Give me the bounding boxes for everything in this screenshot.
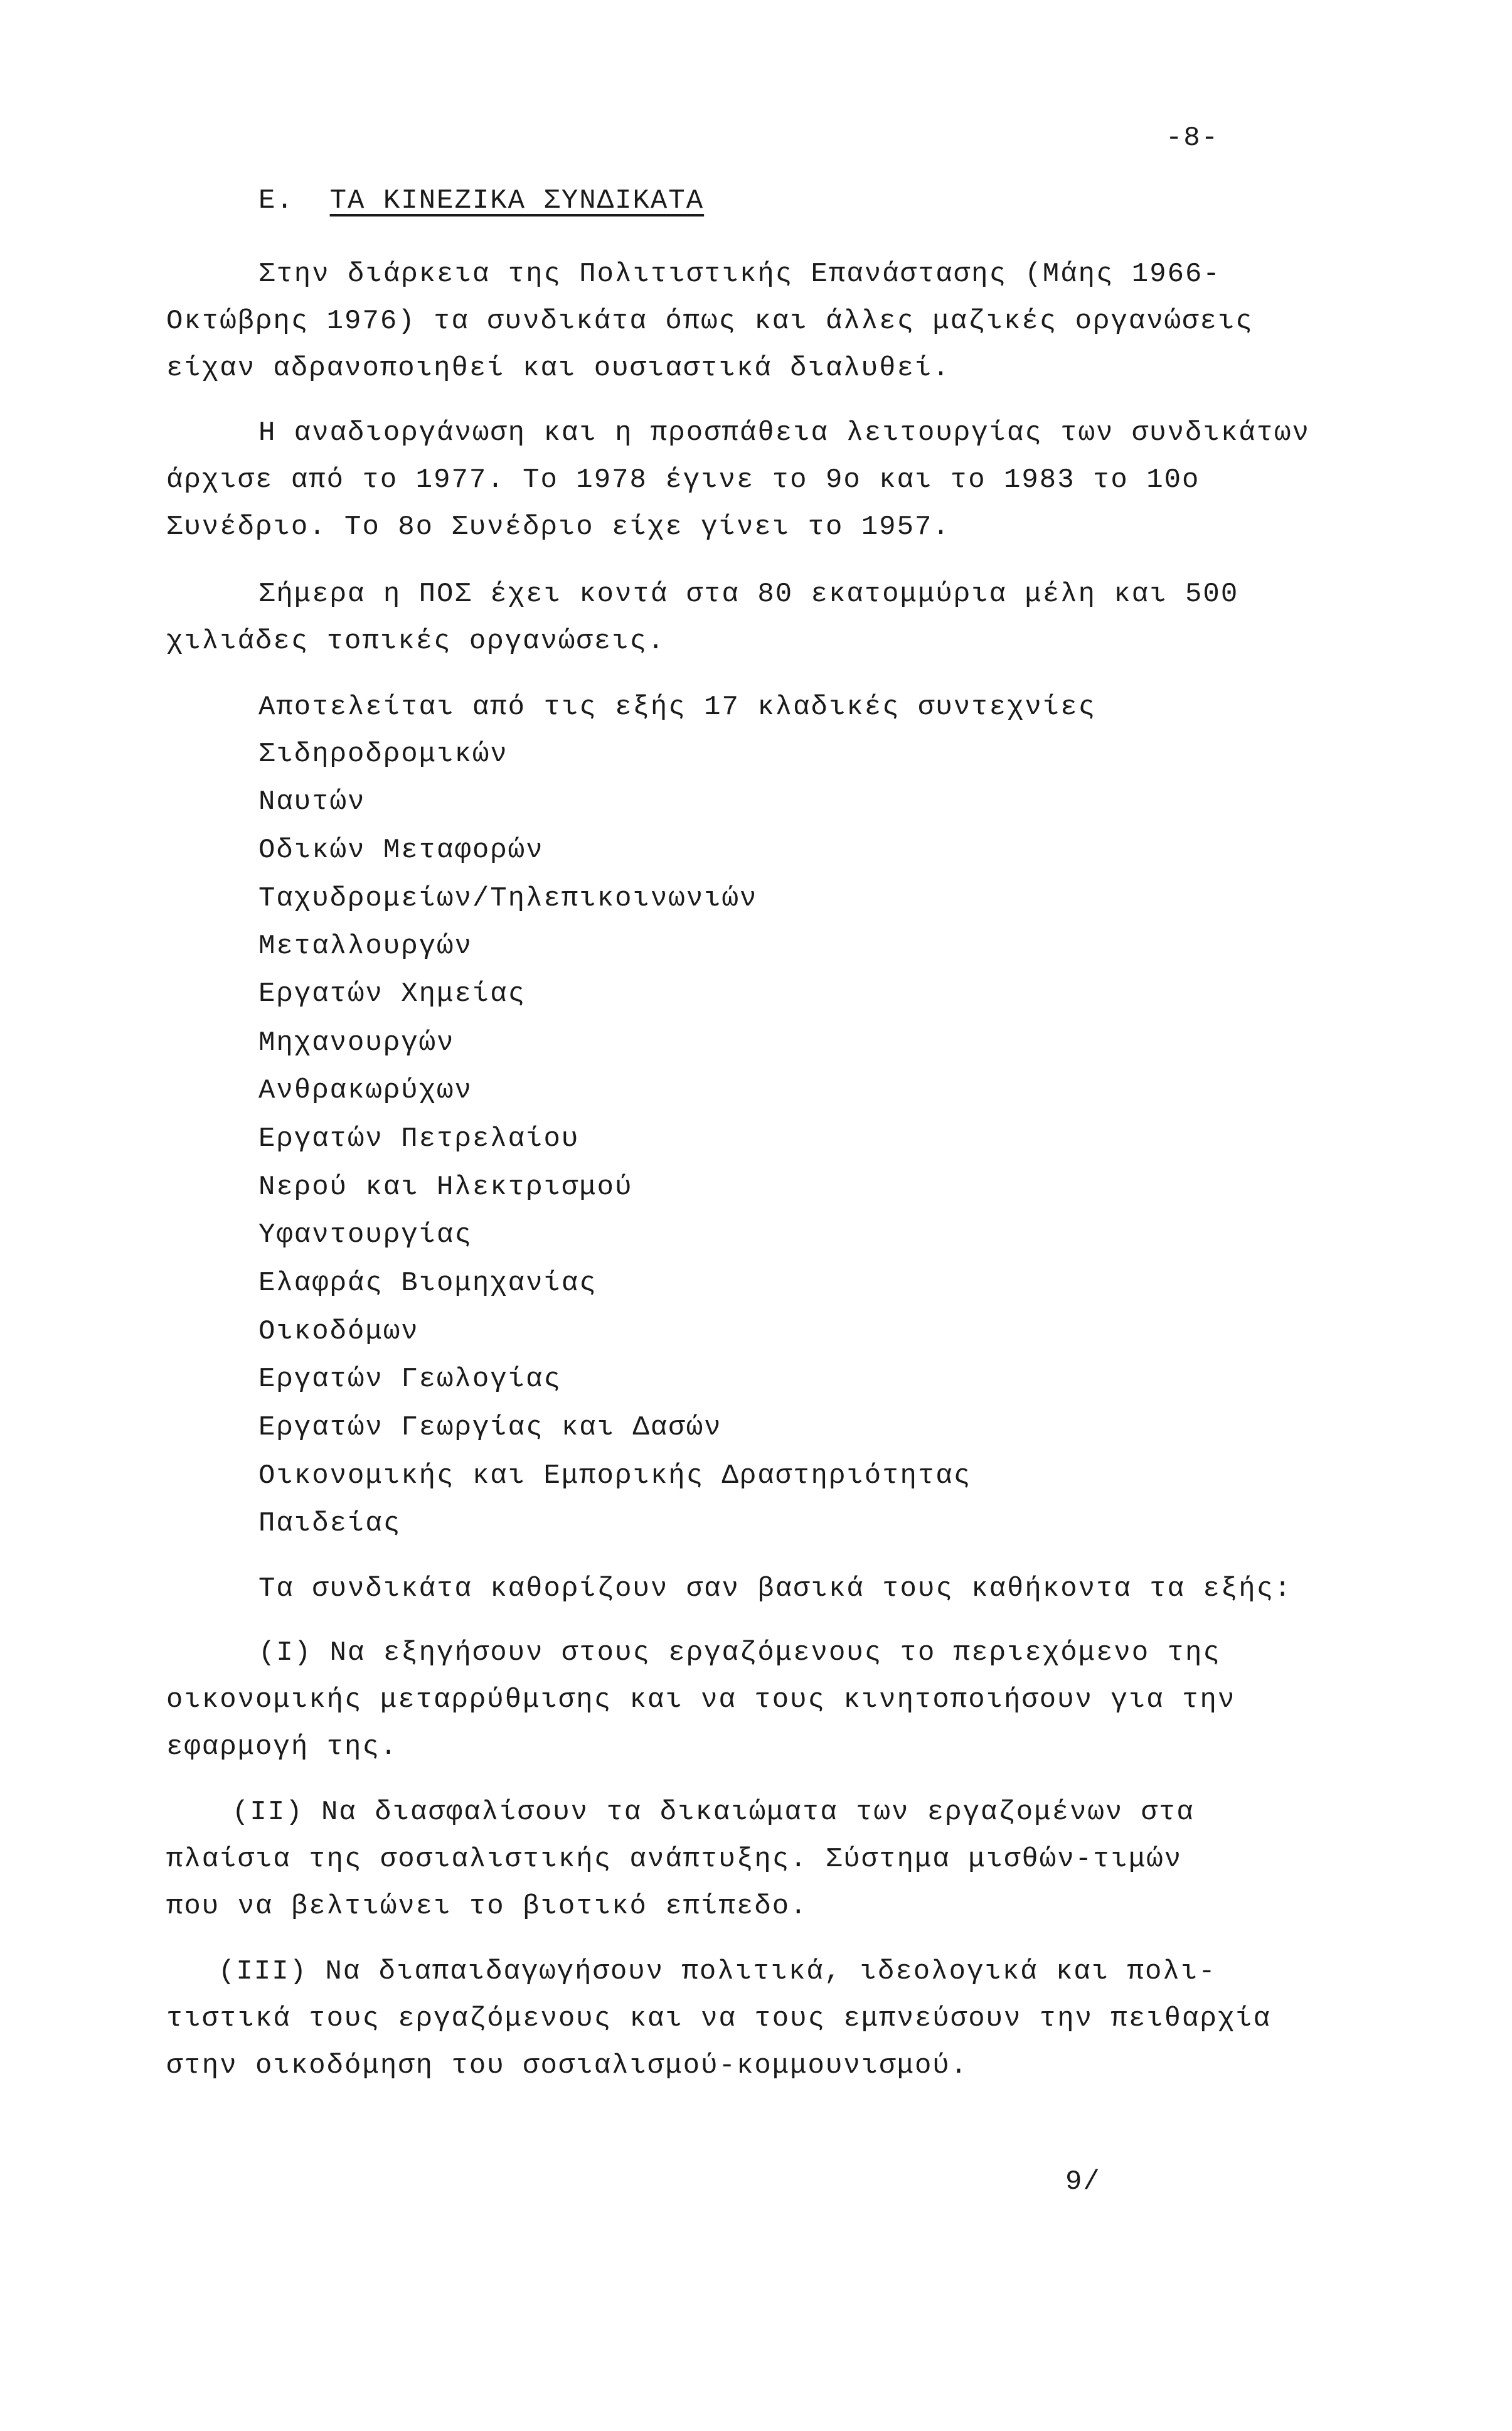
duty-1-line-1: (Ι) Να εξηγήσουν στους εργαζόμενους το περιεχόμενο της	[258, 1637, 1221, 1669]
union-item: Ανθρακωρύχων	[258, 1075, 472, 1106]
section-letter: Ε.	[258, 185, 294, 216]
union-item: Μηχανουργών	[258, 1027, 455, 1059]
paragraph-2-line-1: Η αναδιοργάνωση και η προσπάθεια λειτουργίας των συνδικάτων	[258, 417, 1310, 449]
union-item: Εργατών Χημείας	[258, 978, 526, 1010]
duty-2-line-1: (ΙΙ) Να διασφαλίσουν τα δικαιώματα των εργαζομένων στα	[232, 1797, 1195, 1828]
union-item: Οικοδόμων	[258, 1316, 419, 1347]
paragraph-2-line-2: άρχισε από το 1977. Το 1978 έγινε το 9ο και το 1983 το 10ο	[166, 464, 1200, 496]
duty-3-line-3: στην οικοδόμηση του σοσιαλισμού-κομμουνισμού.	[166, 2050, 969, 2081]
union-item: Ελαφράς Βιομηχανίας	[258, 1268, 597, 1299]
section-title: ΤΑ ΚΙΝΕΖΙΚΑ ΣΥΝΔΙΚΑΤΑ	[329, 185, 705, 216]
continuation-mark: 9/	[1065, 2166, 1101, 2198]
paragraph-1-line-1: Στην διάρκεια της Πολιτιστικής Επανάστασης (Μάης 1966-	[258, 259, 1221, 290]
duty-3-line-2: τιστικά τους εργαζόμενους και να τους εμπνεύσουν την πειθαρχία	[166, 2003, 1272, 2034]
paragraph-3-line-2: χιλιάδες τοπικές οργανώσεις.	[166, 626, 666, 657]
paragraph-3-line-1: Σήμερα η ΠΟΣ έχει κοντά στα 80 εκατομμύρια μέλη και 500	[258, 579, 1239, 610]
union-item: Εργατών Γεωργίας και Δασών	[258, 1412, 722, 1443]
union-item: Παιδείας	[258, 1508, 402, 1539]
union-item: Εργατών Πετρελαίου	[258, 1123, 580, 1155]
union-item: Ταχυδρομείων/Τηλεπικοινωνιών	[258, 883, 758, 914]
union-item: Σιδηροδρομικών	[258, 739, 508, 770]
union-item: Ναυτών	[258, 786, 366, 818]
unions-intro: Αποτελείται από τις εξής 17 κλαδικές συντεχνίες	[258, 692, 1097, 723]
paragraph-2-line-3: Συνέδριο. Το 8ο Συνέδριο είχε γίνει το 1957.	[166, 511, 950, 543]
duty-1-line-3: εφαρμογή της.	[166, 1731, 398, 1763]
duties-intro: Τα συνδικάτα καθορίζουν σαν βασικά τους καθήκοντα τα εξής:	[258, 1573, 1292, 1605]
union-item: Οικονομικής και Εμπορικής Δραστηριότητας	[258, 1460, 972, 1492]
union-item: Νερού και Ηλεκτρισμού	[258, 1172, 633, 1203]
union-item: Υφαντουργίας	[258, 1219, 472, 1251]
paragraph-1-line-2: Οκτώβρης 1976) τα συνδικάτα όπως και άλλες μαζικές οργανώσεις	[166, 306, 1254, 337]
duty-2-line-3: που να βελτιώνει το βιοτικό επίπεδο.	[166, 1891, 808, 1922]
union-item: Εργατών Γεωλογίας	[258, 1364, 562, 1395]
duty-3-line-1: (ΙΙΙ) Να διαπαιδαγωγήσουν πολιτικά, ιδεολογικά και πολι-	[218, 1956, 1217, 1987]
union-item: Μεταλλουργών	[258, 931, 472, 962]
page-number: -8-	[1166, 122, 1220, 154]
duty-2-line-2: πλαίσια της σοσιαλιστικής ανάπτυξης. Σύστημα μισθών-τιμών	[166, 1844, 1183, 1875]
section-heading	[258, 187, 704, 215]
paragraph-1-line-3: είχαν αδρανοποιηθεί και ουσιαστικά διαλυθεί.	[166, 353, 950, 384]
union-item: Οδικών Μεταφορών	[258, 835, 544, 866]
duty-1-line-2: οικονομικής μεταρρύθμισης και να τους κινητοποιήσουν για την	[166, 1684, 1236, 1716]
